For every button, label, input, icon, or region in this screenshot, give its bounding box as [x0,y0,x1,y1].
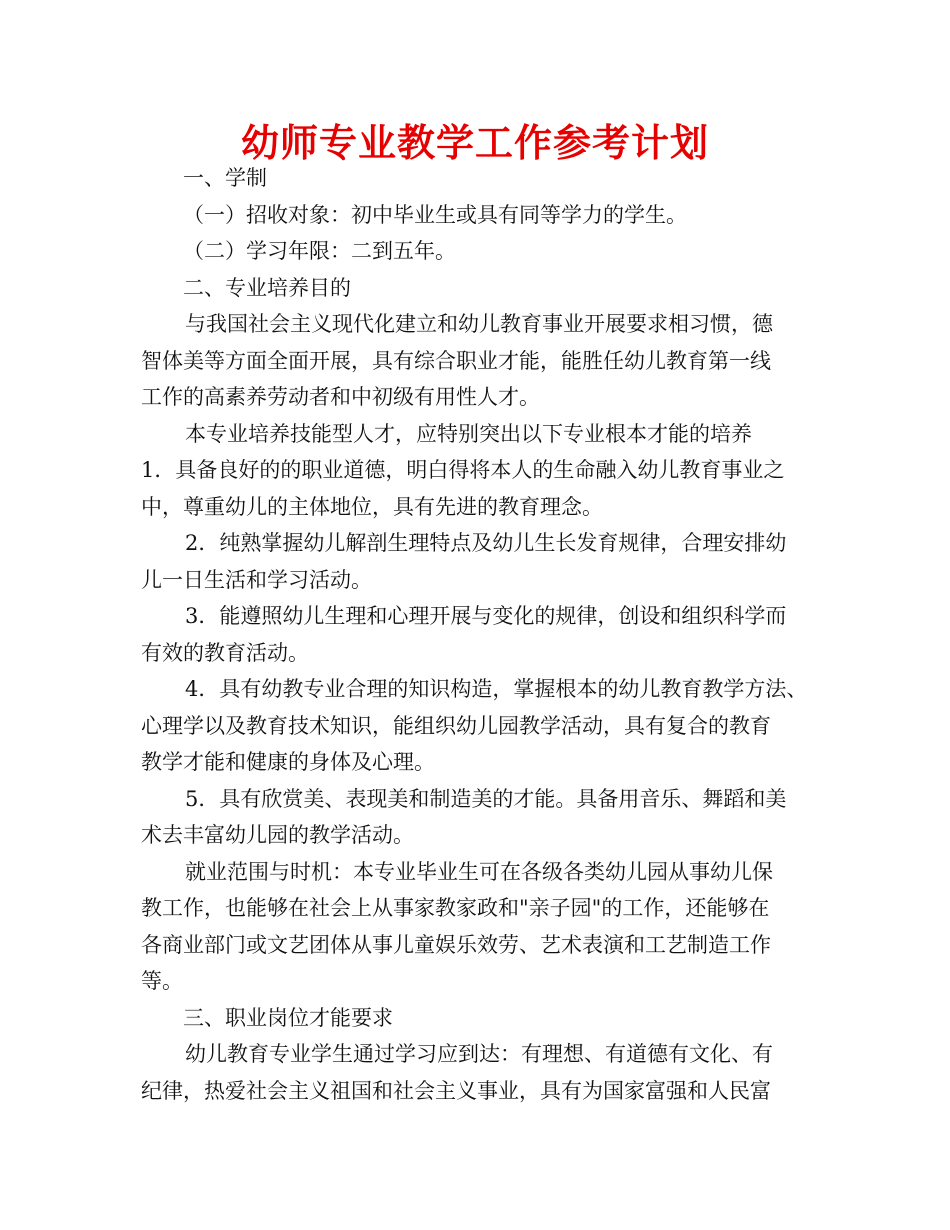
paragraph-line: 工作的高素养劳动者和中初级有用性人才。 [141,385,540,409]
paragraph-line: 智体美等方面全面开展，具有综合职业才能，能胜任幼儿教育第一线 [141,348,771,373]
section-heading-3: 三、职业岗位才能要求 [183,1005,393,1030]
paragraph-line: 5．具有欣赏美、表现美和制造美的才能。具备用音乐、舞蹈和美 [185,786,787,811]
paragraph-line: （一）招收对象：初中毕业生或具有同等学力的学生。 [183,202,687,227]
paragraph-line: 儿一日生活和学习活动。 [141,567,372,592]
paragraph-line: 中，尊重幼儿的主体地位，具有先进的教育理念。 [141,494,603,519]
section-heading-1: 一、学制 [183,166,267,190]
paragraph-line: 有效的教育活动。 [141,640,309,665]
paragraph-line: （二）学习年限：二到五年。 [183,239,456,263]
document-body [141,160,821,1109]
section-heading-2: 二、专业培养目的 [183,275,351,300]
paragraph-line: 4．具有幼教专业合理的知识构造，掌握根本的幼儿教育教学方法、 [185,677,808,701]
paragraph-line: 教学才能和健康的身体及心理。 [141,750,435,774]
paragraph-line: 各商业部门或文艺团体从事儿童娱乐效劳、艺术表演和工艺制造工作 [141,932,771,957]
document-title: 幼师专业教学工作参考计划 [240,121,709,165]
paragraph-line: 就业范围与时机：本专业毕业生可在各级各类幼儿园从事幼儿保 [185,859,773,884]
paragraph-line: 幼儿教育专业学生通过学习应到达：有理想、有道德有文化、有 [185,1042,773,1066]
paragraph-line: 等。 [141,969,183,993]
paragraph-line: 2．纯熟掌握幼儿解剖生理特点及幼儿生长发育规律，合理安排幼 [185,531,787,555]
paragraph-line: 纪律，热爱社会主义祖国和社会主义事业，具有为国家富强和人民富 [141,1078,771,1103]
paragraph-line: 术去丰富幼儿园的教学活动。 [141,823,414,847]
paragraph-line: 心理学以及教育技术知识，能组织幼儿园教学活动，具有复合的教育 [141,713,771,738]
paragraph-line: 3．能遵照幼儿生理和心理开展与变化的规律，创设和组织科学而 [185,604,787,628]
paragraph-line: 本专业培养技能型人才，应特别突出以下专业根本才能的培养 [185,421,752,446]
paragraph-line: 1．具备良好的的职业道德，明白得将本人的生命融入幼儿教育事业之 [141,458,785,482]
paragraph-line: 教工作，也能够在社会上从事家教家政和"亲子园"的工作，还能够在 [141,896,770,920]
paragraph-line: 与我国社会主义现代化建立和幼儿教育事业开展要求相习惯，德 [185,312,773,336]
